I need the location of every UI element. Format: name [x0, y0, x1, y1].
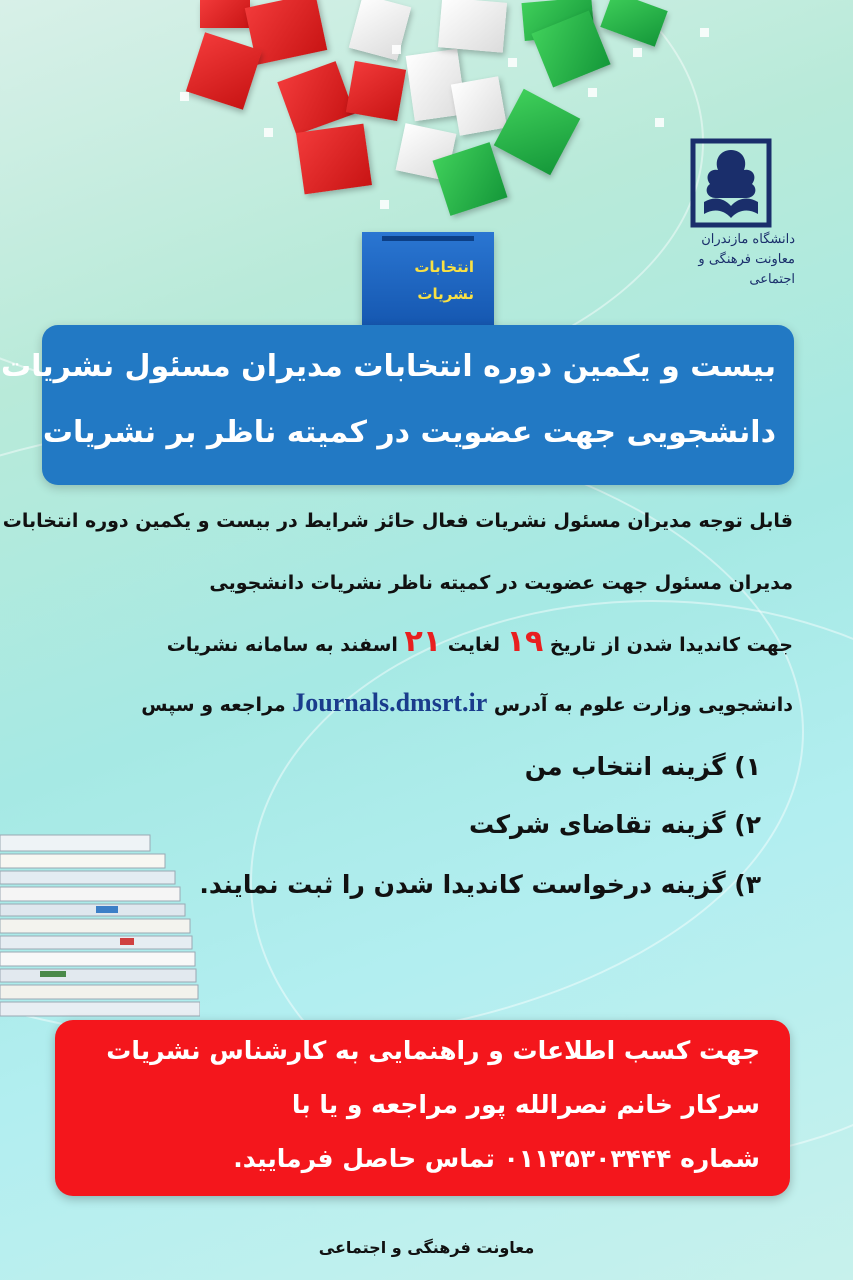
date-from: ۱۹ — [506, 624, 544, 659]
contact-line-3: شماره ۰۱۱۳۵۳۰۳۴۴۴ تماس حاصل فرمایید. — [233, 1144, 760, 1173]
footer-caption: معاونت فرهنگی و اجتماعی — [318, 1238, 535, 1257]
contact-panel — [55, 1020, 790, 1196]
title-line-2: دانشجویی جهت عضویت در کمیته ناظر بر نشریات — [42, 415, 776, 450]
journals-url-link[interactable]: Journals.dmsrt.ir — [292, 688, 488, 717]
logo-department-name: معاونت فرهنگی و اجتماعی — [698, 252, 795, 287]
body-line-3: جهت کاندیدا شدن از تاریخ ۱۹ لغایت ۲۱ اسفند به سامانه نشریات — [166, 624, 793, 659]
newspaper-stack-icon — [0, 830, 200, 1025]
title-line-1: بیست و یکمین دوره انتخابات مدیران مسئول نشریات — [0, 349, 776, 384]
body-line-1: قابل توجه مدیران مسئول نشریات فعال حائز شرایط در بیست و یکمین دوره انتخابات — [2, 510, 793, 532]
logo-caption — [670, 230, 795, 290]
ballot-box-label: انتخابات نشریات — [414, 258, 474, 303]
date-to: ۲۱ — [404, 624, 442, 659]
university-logo-icon — [690, 138, 772, 228]
body-line-4: دانشجویی وزارت علوم به آدرس Journals.dmsrt.ir مراجعه و سپس — [141, 688, 793, 717]
contact-line-2: سرکار خانم نصرالله پور مراجعه و یا با — [291, 1090, 760, 1119]
ballot-box — [362, 232, 494, 327]
ballot-slot — [382, 236, 474, 241]
option-2: ۲) گزینه تقاضای شرکت — [468, 810, 761, 839]
title-panel — [0, 325, 794, 485]
contact-line-1: جهت کسب اطلاعات و راهنمایی به کارشناس نشریات — [106, 1036, 760, 1065]
option-1: ۱) گزینه انتخاب من — [524, 752, 761, 781]
option-3: ۳) گزینه درخواست کاندیدا شدن را ثبت نمایند. — [199, 870, 761, 899]
body-line-2: مدیران مسئول جهت عضویت در کمیته ناظر نشریات دانشجویی — [209, 572, 793, 594]
logo-university-name: دانشگاه مازندران — [701, 232, 795, 247]
